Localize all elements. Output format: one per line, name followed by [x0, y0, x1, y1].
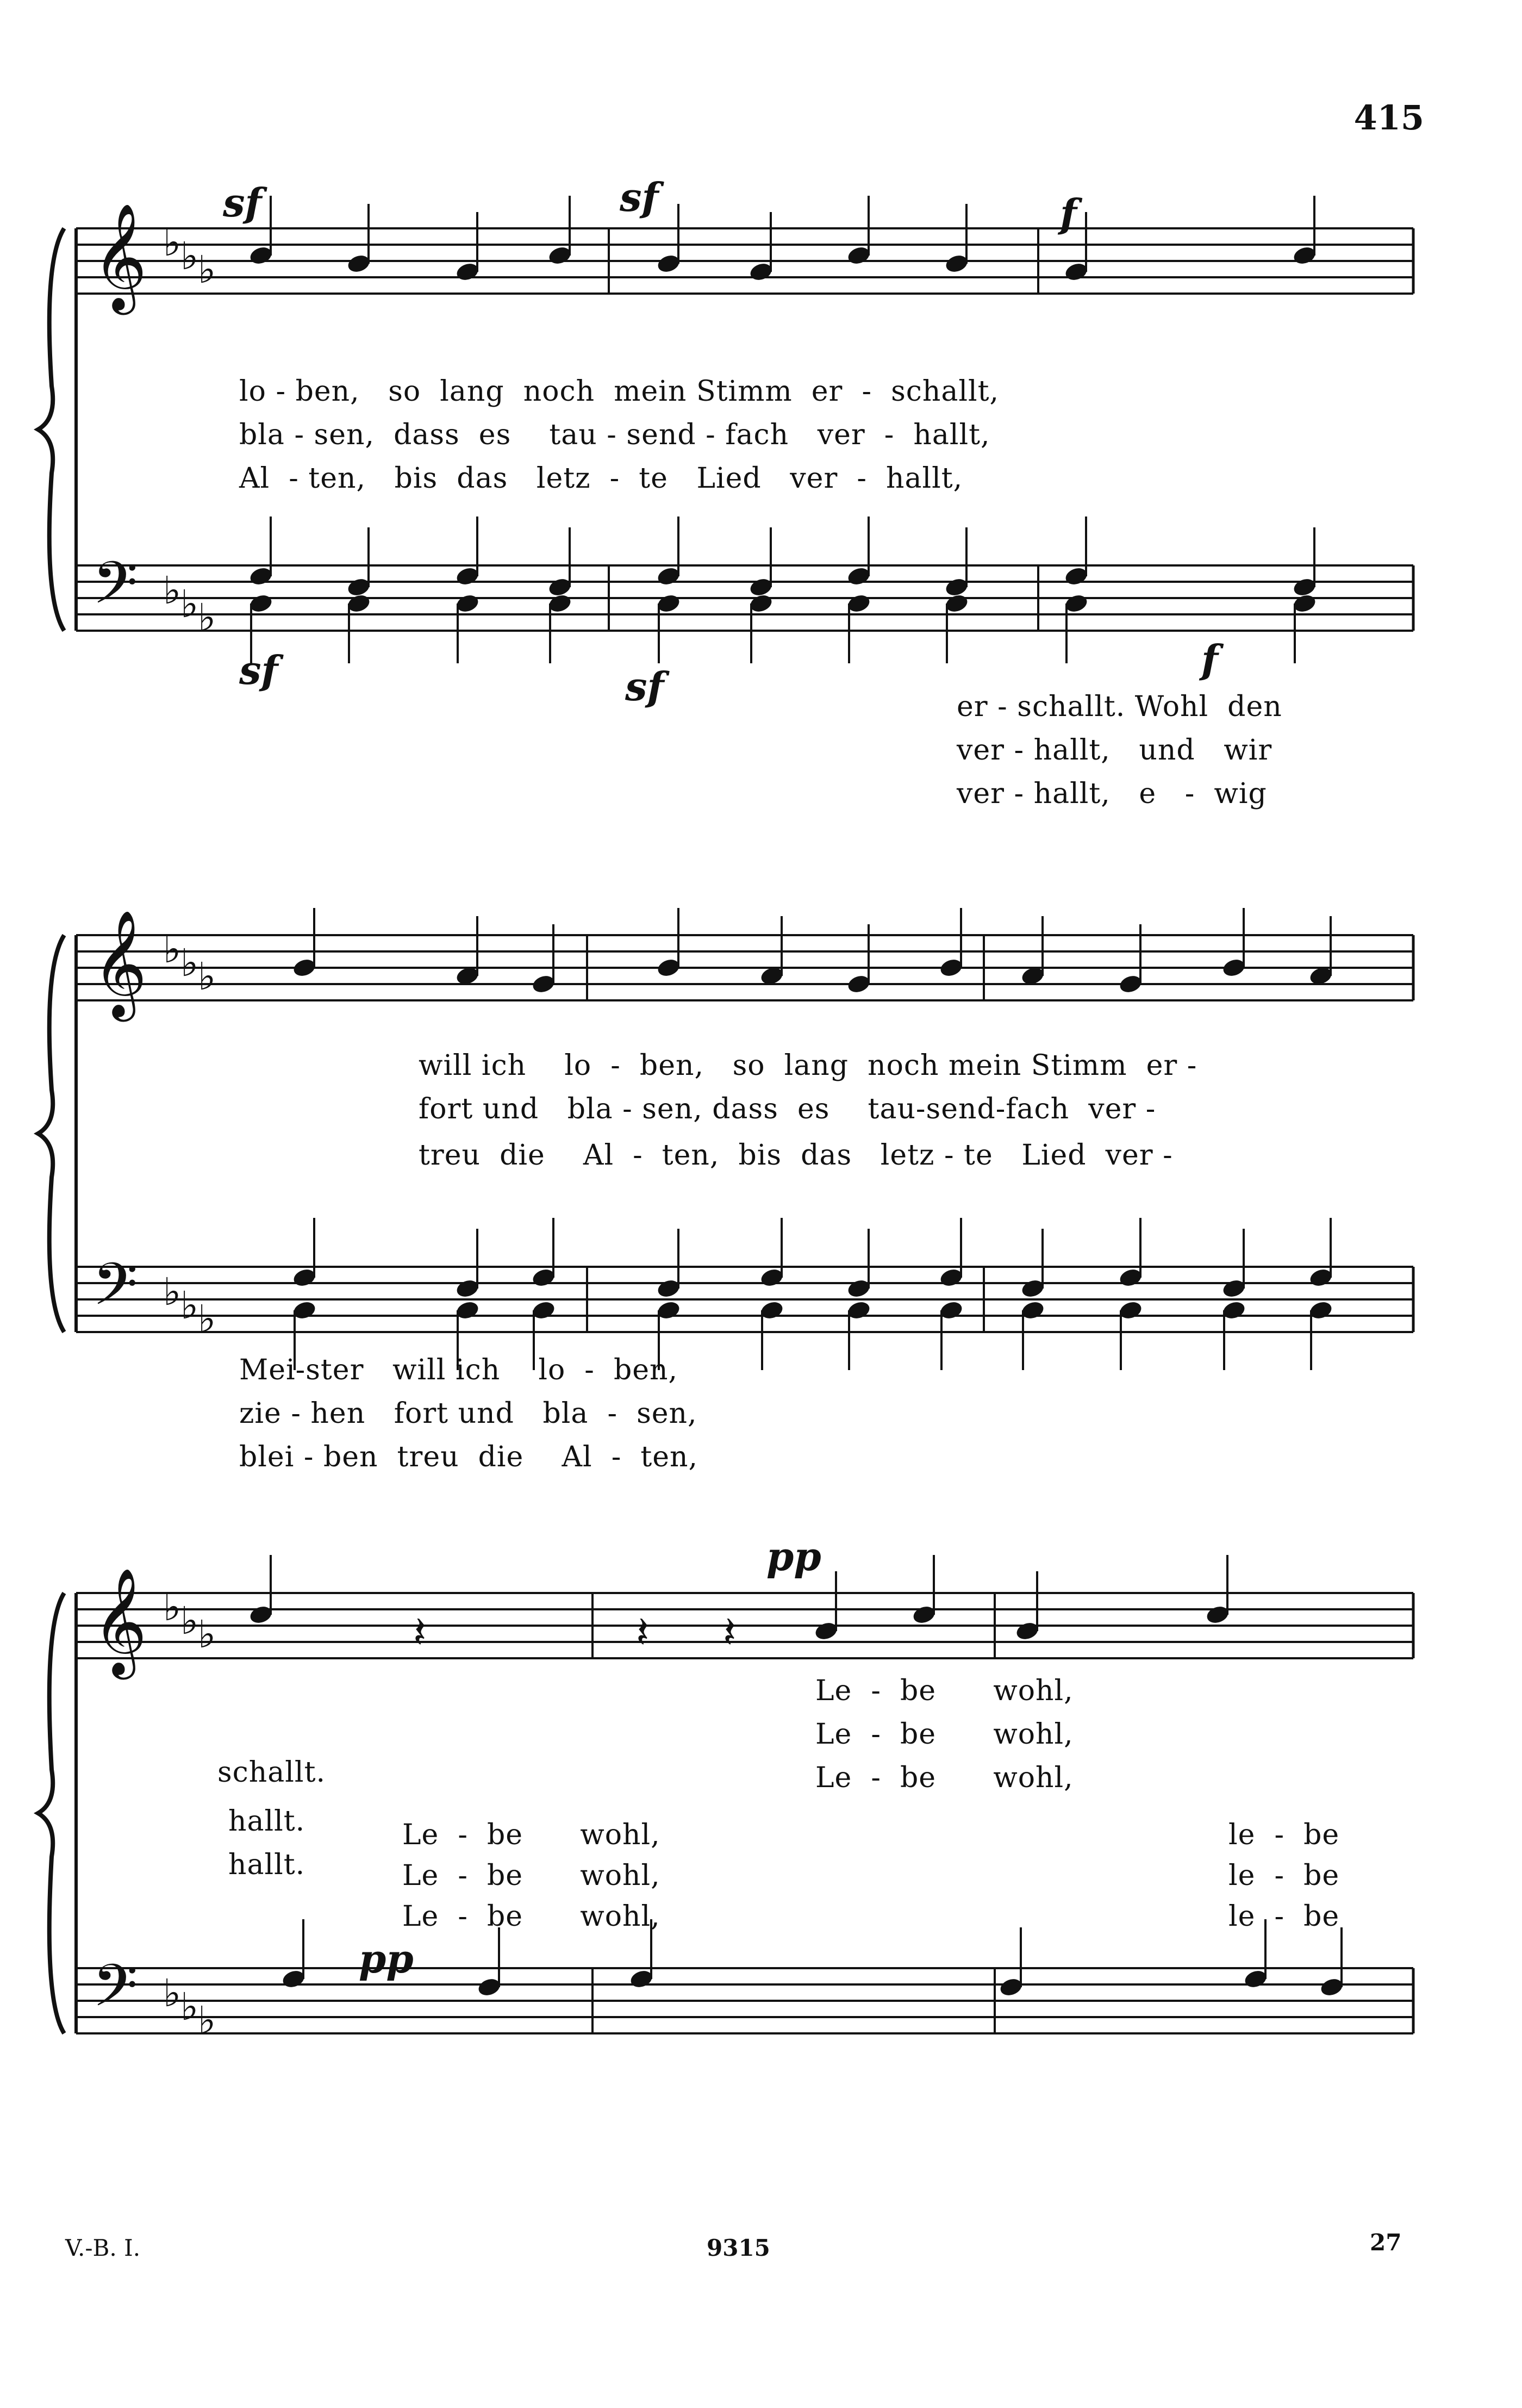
lyric-line: Le - be wohl,: [402, 1859, 670, 1892]
dynamic-sf: sf: [625, 663, 664, 710]
dynamic-pp: pp: [766, 1533, 821, 1579]
flat-icon: ♭: [180, 1984, 199, 2029]
lyric-word: le - be: [1228, 1859, 1340, 1892]
dynamic-f: f: [1060, 190, 1077, 237]
flat-icon: ♭: [180, 941, 199, 985]
system-brace: [38, 228, 64, 631]
flat-icon: ♭: [180, 234, 199, 278]
bass-clef-icon: 𝄢: [92, 1951, 138, 2034]
lyric-line: er - schallt. Wohl den: [957, 690, 1282, 723]
quarter-rest-icon: 𝄽: [413, 1607, 427, 1658]
flat-icon: ♭: [180, 1283, 199, 1328]
lyric-line: will ich lo - ben, so lang noch mein Stimm er -: [419, 1049, 1197, 1082]
lyric-line: lo - ben, so lang noch mein Stimm er - schallt,: [239, 375, 1009, 408]
flat-icon: ♭: [198, 247, 216, 292]
lyric-line: Al - ten, bis das letz - te Lied ver - hallt,: [239, 462, 972, 495]
flat-icon: ♭: [180, 1598, 199, 1643]
flat-icon: ♭: [198, 595, 216, 640]
flat-icon: ♭: [163, 927, 182, 972]
footer-left: V.-B. I.: [65, 2235, 141, 2261]
lyric-line: Le - be wohl,: [815, 1718, 1083, 1751]
lyric-line: Le - be wohl,: [815, 1675, 1083, 1707]
lyric-word: hallt.: [228, 1849, 305, 1881]
flat-icon: ♭: [198, 1297, 216, 1341]
lyric-line: ver - hallt, und wir: [957, 734, 1273, 767]
lyric-word: le - be: [1228, 1900, 1340, 1933]
lyric-line: bla - sen, dass es tau - send - fach ver - hallt,: [239, 419, 1000, 451]
system-brace: [38, 1593, 64, 2033]
system-brace: [38, 935, 64, 1332]
bass-clef-icon: 𝄢: [92, 549, 138, 631]
lyric-line: blei - ben treu die Al - ten,: [239, 1441, 698, 1473]
flat-icon: ♭: [163, 1971, 182, 2015]
flat-icon: ♭: [180, 582, 199, 626]
lyric-word: hallt.: [228, 1805, 305, 1838]
flat-icon: ♭: [163, 568, 182, 613]
treble-clef-icon: 𝄞: [92, 203, 147, 310]
dynamic-f: f: [1201, 636, 1218, 682]
dynamic-pp: pp: [359, 1936, 414, 1982]
treble-clef-icon: 𝄞: [92, 1567, 147, 1675]
dynamic-sf: sf: [239, 647, 278, 693]
bass-clef-icon: 𝄢: [92, 1250, 138, 1333]
page-number: 415: [1353, 98, 1424, 138]
flat-icon: ♭: [163, 1585, 182, 1629]
lyric-line: Le - be wohl,: [815, 1762, 1083, 1794]
lyric-line: Le - be wohl,: [402, 1900, 670, 1933]
lyric-line: Le - be wohl,: [402, 1819, 670, 1851]
flat-icon: ♭: [198, 1612, 216, 1657]
lyric-word: le - be: [1228, 1819, 1340, 1851]
quarter-rest-icon: 𝄽: [723, 1607, 737, 1658]
flat-icon: ♭: [163, 220, 182, 265]
footer-right: 27: [1370, 2229, 1402, 2256]
flat-icon: ♭: [198, 1998, 216, 2043]
quarter-rest-icon: 𝄽: [636, 1607, 650, 1658]
treble-clef-icon: 𝄞: [92, 910, 147, 1017]
flat-icon: ♭: [163, 1270, 182, 1314]
lyric-line: treu die Al - ten, bis das letz - te Lied ver -: [419, 1139, 1173, 1172]
lyric-line: zie - hen fort und bla - sen,: [239, 1397, 697, 1430]
lyric-line: ver - hallt, e - wig: [957, 777, 1267, 810]
dynamic-sf: sf: [620, 174, 659, 220]
lyric-line: fort und bla - sen, dass es tau-send-fach ver -: [419, 1093, 1156, 1125]
dynamic-sf: sf: [223, 179, 262, 226]
footer-center: 9315: [707, 2235, 770, 2261]
flat-icon: ♭: [198, 954, 216, 999]
lyric-line: Mei-ster will ich lo - ben,: [239, 1354, 678, 1386]
lyric-word: schallt.: [217, 1756, 326, 1789]
